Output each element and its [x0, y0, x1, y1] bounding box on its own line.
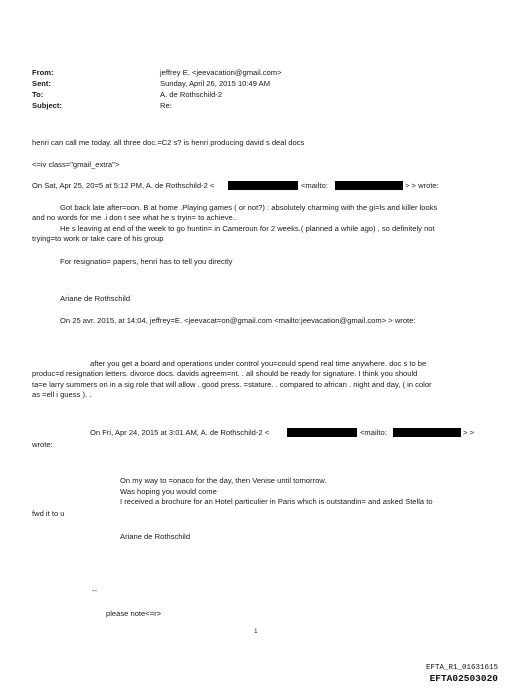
dash-separator: --	[92, 586, 98, 595]
page-number: 1	[254, 628, 258, 635]
body-line: On my way to =onaco for the day, then Venise until tomorrow.	[120, 476, 327, 485]
body-line: produc=d resignation letters. divorce docs. davids agreem=nt. . all should be ready for signature. I think you should	[32, 369, 418, 378]
quote-header-sat: On Sat, Apr 25, 20=5 at 5:12 PM, A. de Rothschild-2 <	[32, 181, 215, 190]
end-bracket: > >	[463, 428, 474, 437]
to-label: To:	[32, 90, 44, 99]
signature: Ariane de Rothschild	[60, 294, 131, 303]
redaction-bar	[393, 428, 461, 437]
body-line: fwd it to u	[32, 509, 65, 518]
body-line: <=iv class="gmail_extra">	[32, 160, 120, 169]
from-value: jeffrey E. <jeevacation@gmail.com>	[160, 68, 282, 77]
body-line: and no words for me .i don t see what he s tryin= to achieve..	[32, 213, 237, 222]
body-line: For resignatio= papers, henri has to tell you directly	[60, 257, 233, 266]
body-line: ta=e larry summers on in a sig role that will allow . good press. =stature. . compared to african . night and day, ( in color	[32, 380, 432, 389]
body-line: Got back late after=oon. B at home .Playing games ( or not?) : absolutely charming with the gi=ls and killer looks	[60, 203, 438, 212]
wrote-text: > > wrote:	[405, 181, 439, 190]
body-line: trying=to work or take care of his group	[32, 234, 164, 243]
body-line: after you get a board and operations under control you=could spend real time anywhere. doc s to be	[90, 359, 427, 368]
sent-value: Sunday, April 26, 2015 10:49 AM	[160, 79, 271, 88]
to-value: A. de Rothschild-2	[160, 90, 223, 99]
mailto-text: <mailto:	[301, 181, 328, 190]
body-line: please note<=r>	[106, 609, 162, 618]
mailto-text: <mailto:	[360, 428, 387, 437]
subject-label: Subject:	[32, 101, 62, 110]
quote-header-fri: On Fri, Apr 24, 2015 at 3:01 AM, A. de Rothschild-2 <	[90, 428, 270, 437]
footer-id-1: EFTA_R1_01631615	[425, 664, 498, 672]
signature: Ariane de Rothschild	[120, 532, 191, 541]
sent-label: Sent:	[32, 79, 51, 88]
redaction-bar	[287, 428, 357, 437]
wrote-text: wrote:	[32, 440, 53, 449]
body-line: as =ell i guess ). .	[32, 390, 92, 399]
body-line: henri can call me today. all three doc.=C2 s? is henri producing david s deal docs	[32, 138, 305, 147]
footer-id-2: EFTA02503020	[429, 673, 498, 684]
body-line: I received a brochure for an Hotel particulier in Paris which is outstandin= and asked Stella to	[120, 497, 433, 506]
from-label: From:	[32, 68, 54, 77]
subject-value: Re:	[160, 101, 172, 110]
body-line: Was hoping you would come	[120, 487, 217, 496]
quote-header-25: On 25 avr. 2015, at 14:04, jeffrey=E. <jeevacat=on@gmail.com <mailto:jeevacation@gmail.com> > wrote:	[60, 316, 416, 325]
redaction-bar	[335, 181, 403, 190]
body-line: He s leaving at end of the week to go huntin= in Cameroun for 2 weeks.( planned a while ago) , so definitely not	[60, 224, 435, 233]
redaction-bar	[228, 181, 298, 190]
